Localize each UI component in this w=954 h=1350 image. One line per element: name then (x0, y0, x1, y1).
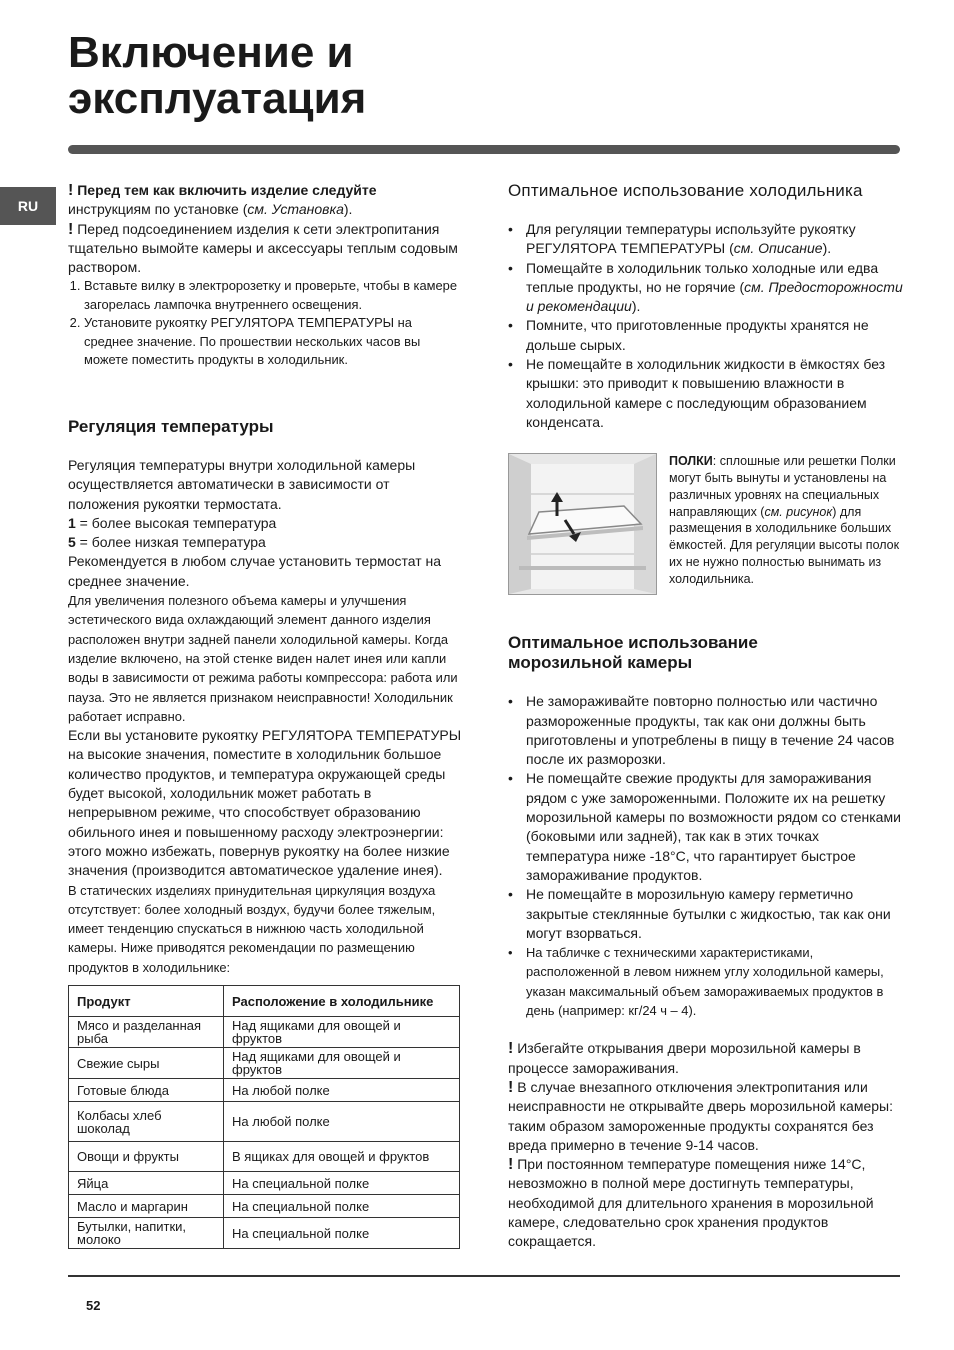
table-cell: Готовые блюда (69, 1079, 224, 1102)
freezer-heading-line-2: морозильной камеры (508, 653, 693, 673)
table-cell: Колбасы хлеб шоколад (69, 1102, 224, 1142)
page-title (68, 30, 366, 122)
setup-steps (68, 277, 463, 370)
shelf-drawing (509, 454, 656, 594)
shelf-section (508, 453, 903, 595)
shelf-description (669, 453, 903, 595)
title-line-1: Включение и (68, 28, 354, 77)
temp-paragraph-5: В статических изделиях принудительная циркуляция воздуха отсутствует: более холодный воздух, будучи более тяжелым, имеет тенденцию спускаться в нижнюю часть холодильной камеры. Ниже приводятся рекомендации по размещению продуктов в холодильнике: (68, 882, 436, 975)
fridge-tip-2-text: Помещайте в холодильник только холодные или едва теплые продукты, но не горячие ( (526, 259, 879, 295)
intro-ref: см. Установка (247, 201, 344, 218)
table-cell: На любой полке (224, 1079, 460, 1102)
table-cell: Яйца (69, 1172, 224, 1195)
fridge-tip-1-ref: см. Описание (733, 240, 823, 257)
table-row (69, 1079, 460, 1102)
table-row (69, 1195, 460, 1218)
table-cell: На специальной полке (224, 1172, 460, 1195)
intro-text: инструкциям по установке ( (68, 201, 248, 218)
table-header-product: Продукт (69, 986, 224, 1017)
storage-table (68, 985, 460, 1249)
table-row (69, 1048, 460, 1079)
temp-paragraph-4: Если вы установите рукоятку РЕГУЛЯТОРА ТЕМПЕРАТУРЫ на высокие значения, поместите в холодильник большое количество продуктов, и температура окружающей среды будет высокой, холодильник может работать в непрерывном режиме, что способствует образованию обильного инея и повышенному расходу электроэнергии: этого можно избежать, повернув рукоятку на более низкие значения (производится автоматическое удаление инея). (68, 727, 462, 879)
freezer-warning-2-text: В случае внезапного отключения электропитания или неисправности не открывайте дверь морозильной камеры: таким образом замороженные продукты сохранятся без вреда примерно в течение 9-14 часов. (508, 1078, 893, 1153)
table-cell: На специальной полке (224, 1218, 460, 1249)
title-line-2: эксплуатация (68, 74, 367, 123)
header-rule (68, 145, 900, 154)
intro-paragraph-2 (68, 220, 463, 278)
list-item: • Не помещайте в морозильную камеру герметично закрытые стеклянные бутылки с жидкостью, так как они могут взорваться. (508, 885, 903, 943)
right-column (508, 181, 903, 1252)
table-row (69, 1218, 460, 1249)
table-row (69, 1172, 460, 1195)
temp-paragraph-1: Регуляция температуры внутри холодильной камеры осуществляется автоматически в зависимости от положения рукоятки термостата. (68, 456, 416, 512)
warning-icon: ! (508, 1078, 514, 1096)
warning-icon: ! (508, 1156, 514, 1174)
temp-level-1 (68, 514, 463, 533)
list-item: • На табличке с техническими характеристиками, расположенной в левом нижнем углу холодильной камеры, указан максимальный объем замораживаемых продуктов в день (например: кг/24 ч – 4). (508, 943, 903, 1020)
fridge-tip-2-ref: см. Предосторожности и рекомендации (526, 278, 903, 315)
freezer-heading (508, 633, 903, 673)
list-item: • Помните, что приготовленные продукты хранятся не дольше сырых. (508, 316, 903, 355)
shelf-ref: см. рисунок (764, 504, 833, 519)
table-cell: На специальной полке (224, 1195, 460, 1218)
warning-icon: ! (508, 1040, 514, 1058)
shelf-text-2: ) для размещения в холодильнике больших ёмкостей. Для регуляции высоты полок их не нужно полностью вынимать из холодильника. (669, 504, 900, 586)
table-cell: Овощи и фрукты (69, 1142, 224, 1172)
footer-rule (68, 1275, 900, 1277)
language-tab: RU (0, 187, 56, 225)
table-header-location: Расположение в холодильнике (224, 986, 460, 1017)
table-row (69, 1102, 460, 1142)
table-cell: В ящиках для овощей и фруктов (224, 1142, 460, 1172)
fridge-tip-2-end: ). (631, 298, 641, 315)
fridge-heading: Оптимальное использование холодильника (508, 181, 863, 200)
intro-paragraph-1 (68, 181, 463, 220)
temp-heading: Регуляция температуры (68, 416, 274, 436)
warning-icon: ! (68, 182, 74, 199)
intro-p2-text: Перед подсоединением изделия к сети электропитания тщательно вымойте камеры и аксессуары теплым содовым раствором. (68, 220, 458, 276)
level-5-text: = более низкая температура (75, 534, 266, 551)
temp-paragraph-3: Для увеличения полезного объема камеры и улучшения эстетического вида охлаждающий элемент данного изделия расположен внутри задней панели холодильной камеры. Когда изделие включено, на этой стенке виден налет инея или капли воды в зависимости от режима работы компрессора: работа или пауза. Это не является признаком неисправности! Холодильник работает исправно. (68, 593, 458, 724)
freezer-heading-line-1: Оптимальное использование (508, 633, 758, 653)
intro-bold-text: Перед тем как включить изделие следуйте (77, 182, 377, 198)
level-1-number: 1 (68, 514, 76, 531)
fridge-tip-1-text: Для регуляции температуры используйте рукоятку РЕГУЛЯТОРА ТЕМПЕРАТУРЫ ( (526, 221, 856, 257)
freezer-warning-3-text: При постоянном температуре помещения ниже 14°С, невозможно в полной мере достигнуть температуры, необходимой для длительного хранения в морозильной камере, следовательно срок хранения продуктов сокращается. (508, 1156, 874, 1250)
table-cell: Над ящиками для овощей и фруктов (224, 1048, 460, 1079)
table-cell: Бутылки, напитки, молоко (69, 1218, 224, 1249)
level-5-number: 5 (68, 534, 76, 551)
temp-paragraph-2: Рекомендуется в любом случае установить термостат на среднее значение. (68, 553, 442, 589)
table-header-row (69, 986, 460, 1017)
table-row (69, 1142, 460, 1172)
list-item: • Не помещайте свежие продукты для замораживания рядом с уже замороженными. Положите их на решетку морозильной камеры по возможности рядом со стенками (боковыми или задней), так как в этих точках температура ниже -18°С, что гарантирует быстрое замораживание продуктов. (508, 769, 903, 885)
list-item (508, 259, 903, 317)
setup-step-2: 2. Установите рукоятку РЕГУЛЯТОРА ТЕМПЕРАТУРЫ на среднее значение. По прошествии нескольких часов вы можете поместить продукты в холодильник. (84, 314, 463, 370)
temp-level-5 (68, 533, 463, 552)
freezer-warning-3 (508, 1155, 903, 1251)
shelf-label: ПОЛКИ (669, 454, 713, 469)
table-cell: На любой полке (224, 1102, 460, 1142)
table-cell: Мясо и разделанная рыба (69, 1017, 224, 1048)
fridge-tips-list (508, 220, 903, 432)
fridge-tip-1-end: ). (822, 240, 832, 257)
left-column (68, 181, 463, 1249)
list-item (508, 220, 903, 259)
level-1-text: = более высокая температура (75, 514, 277, 531)
list-item: • Не замораживайте повторно полностью или частично размороженные продукты, так как они должны быть приготовлены и употреблены в пищу в течение 24 часов после их разморозки. (508, 692, 903, 769)
shelf-illustration (508, 453, 657, 595)
list-item: • Не помещайте в холодильник жидкости в ёмкостях без крышки: это приводит к повышению влажности в холодильной камере с последующим образованием конденсата. (508, 355, 903, 432)
freezer-warning-1-text: Избегайте открывания двери морозильной камеры в процессе замораживания. (508, 1040, 861, 1076)
setup-step-1: 1. Вставьте вилку в электророзетку и проверьте, чтобы в камере загорелась лампочка внутреннего освещения. (84, 277, 463, 314)
warning-icon: ! (68, 220, 74, 238)
table-cell: Свежие сыры (69, 1048, 224, 1079)
freezer-warning-1 (508, 1039, 903, 1078)
shelf-text-1: : сплошные или решетки Полки могут быть вынуты и установлены на различных уровнях на специальных направляющих ( (669, 454, 896, 519)
freezer-tips-list (508, 692, 903, 1020)
intro-end: ). (343, 201, 353, 218)
freezer-warning-2 (508, 1078, 903, 1155)
page-number: 52 (86, 1298, 101, 1313)
table-cell: Над ящиками для овощей и фруктов (224, 1017, 460, 1048)
table-row (69, 1017, 460, 1048)
table-cell: Масло и маргарин (69, 1195, 224, 1218)
